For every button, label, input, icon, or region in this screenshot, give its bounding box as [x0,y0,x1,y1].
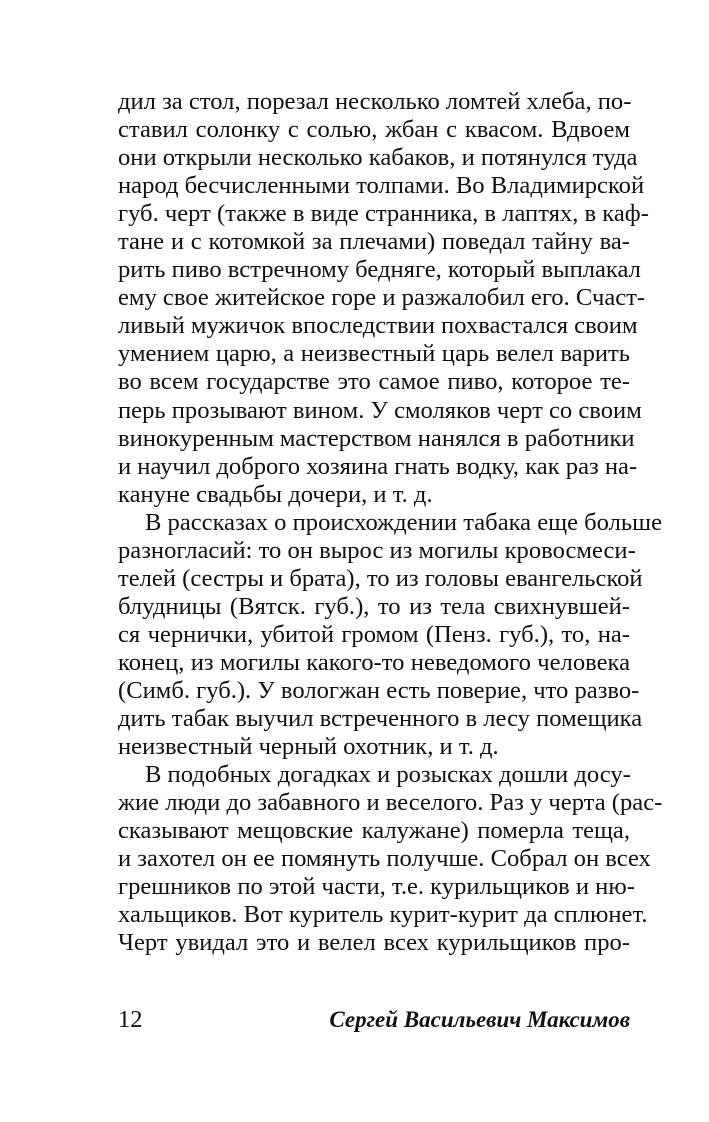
page-footer [118,1004,630,1036]
text-line: и захотел он ее помянуть получше. Собрал он всех [118,845,651,873]
text-line: народ бесчисленными толпами. Во Владимирской [118,172,645,200]
text-line: и научил доброго хозяина гнать водку, как раз на- [118,452,638,480]
text-line: хальщиков. Вот куритель курит-курит да сплюнет. [118,901,648,929]
text-line: ливый мужичок впоследствии похвастался своим [118,312,638,340]
text-line: телей (сестры и брата), то из головы евангельской [118,564,643,592]
text-line: умением царю, а неизвестный царь велел варить [118,340,630,368]
text-line: конец, из могилы какого-то неведомого человека [118,648,630,676]
text-line: дил за стол, порезал несколько ломтей хлеба, по- [118,88,632,115]
text-line: перь прозывают вином. У смоляков черт со своим [118,396,642,424]
text-line: блудницы (Вятск. губ.), то из тела свихнувшей- [118,592,630,620]
body-text [118,88,663,957]
paragraph-3 [118,761,663,957]
text-line: грешников по этой части, т.е. курильщиков и ню- [118,873,635,901]
paragraph-1 [118,88,649,509]
paragraph-2 [118,508,662,761]
text-line: дить табак выучил встреченного в лесу помещика [118,705,643,733]
text-line: рить пиво встречному бедняге, который выплакал [118,256,641,284]
text-line: они открыли несколько кабаков, и потянулся туда [118,144,638,172]
text-line: ся чернички, убитой громом (Пенз. губ.), то, на- [118,620,630,648]
text-line: ставил солонку с солью, жбан с квасом. Вдвоем [118,116,630,144]
text-line: сказывают мещовские калужане) померла теща, [118,817,630,845]
text-line: губ. черт (также в виде странника, в лаптях, в каф- [118,200,649,228]
text-line: В подобных догадках и розысках дошли досу- [145,761,631,789]
text-line: (Симб. губ.). У вологжан есть поверие, что разво- [118,676,640,704]
text-line: разногласий: то он вырос из могилы кровосмеси- [118,536,636,564]
text-line: кануне свадьбы дочери, и т. д. [118,480,433,508]
running-footer-author: Сергей Васильевич Максимов [329,1007,630,1032]
text-line: жие люди до забавного и веселого. Раз у черта (рас- [118,789,663,817]
page-number: 12 [118,1006,143,1033]
text-line: во всем государстве это самое пиво, которое те- [118,368,630,396]
text-line: неизвестный черный охотник, и т. д. [118,733,499,761]
text-line: В рассказах о происхождении табака еще больше [145,508,662,536]
text-line: тане и с котомкой за плечами) поведал тайну ва- [118,228,630,256]
text-line: ему свое житейское горе и разжалобил его. Счаст- [118,284,646,312]
text-line: винокуренным мастерством нанялся в работники [118,424,635,452]
text-line: Черт увидал это и велел всех курильщиков про- [118,929,630,957]
